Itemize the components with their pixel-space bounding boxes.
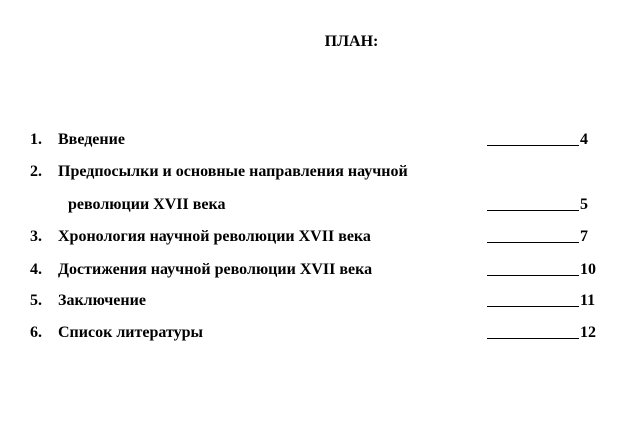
toc-item-text-continuation: революции XVII века xyxy=(68,196,226,213)
toc-item-text: Список литературы xyxy=(58,324,203,341)
toc-item-page: 5 xyxy=(580,196,588,213)
toc-item-number: 1. xyxy=(30,131,42,148)
toc-leader-line xyxy=(487,210,579,211)
toc-item-page: 10 xyxy=(580,261,596,278)
toc-item-introduction xyxy=(0,129,643,151)
toc-item-prerequisites-continuation xyxy=(0,194,643,216)
toc-leader-line xyxy=(487,306,579,307)
toc-item-number: 5. xyxy=(30,292,42,309)
toc-item-number: 2. xyxy=(30,163,42,180)
toc-item-text: Заключение xyxy=(58,292,146,309)
toc-item-page: 4 xyxy=(580,131,588,148)
toc-leader-line xyxy=(487,338,579,339)
toc-item-text: Предпосылки и основные направления научной xyxy=(58,163,408,180)
toc-item-page: 7 xyxy=(580,228,588,245)
toc-item-chronology xyxy=(0,226,643,248)
toc-item-number: 6. xyxy=(30,324,42,341)
toc-item-references xyxy=(0,322,643,344)
toc-item-text: Введение xyxy=(58,131,125,148)
toc-item-achievements xyxy=(0,259,643,281)
toc-item-conclusion xyxy=(0,290,643,312)
toc-item-page: 12 xyxy=(580,324,596,341)
toc-leader-line xyxy=(487,275,579,276)
toc-item-page: 11 xyxy=(580,292,596,309)
toc-leader-line xyxy=(487,242,579,243)
toc-item-number: 3. xyxy=(30,228,42,245)
toc-item-number: 4. xyxy=(30,261,42,278)
toc-item-text: Хронология научной революции XVII века xyxy=(58,228,371,245)
toc-leader-line xyxy=(487,145,579,146)
page-title: ПЛАН: xyxy=(324,33,379,50)
toc-item-prerequisites xyxy=(0,161,643,183)
toc-item-text: Достижения научной революции XVII века xyxy=(58,261,373,278)
